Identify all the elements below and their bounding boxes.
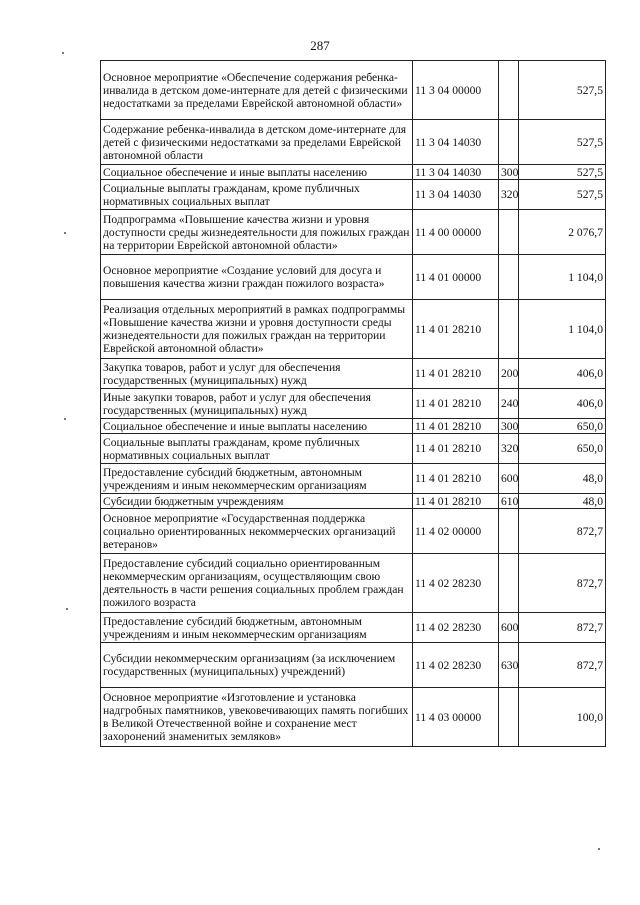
row-name: Основное мероприятие «Обеспечение содержания ребенка-инвалида в детском доме-интернате для детей с физическими недостатками за пределами Еврейской автономной области» xyxy=(101,61,413,120)
row-code: 11 4 02 28230 xyxy=(413,643,499,688)
row-name: Иные закупки товаров, работ и услуг для обеспечения государственных (муниципальных) нужд xyxy=(101,389,413,419)
table-row xyxy=(101,165,606,180)
row-expense-type: 240 xyxy=(499,389,519,419)
row-sum: 1 104,0 xyxy=(519,255,606,300)
row-expense-type xyxy=(499,120,519,165)
row-code: 11 4 01 28210 xyxy=(413,389,499,419)
budget-table-body xyxy=(101,61,606,747)
row-code: 11 4 02 28230 xyxy=(413,554,499,613)
row-name: Основное мероприятие «Государственная поддержка социально ориентированных некоммерческих организаций ветеранов» xyxy=(101,509,413,554)
row-sum: 527,5 xyxy=(519,180,606,210)
table-row xyxy=(101,61,606,120)
row-sum: 406,0 xyxy=(519,389,606,419)
row-name: Подпрограмма «Повышение качества жизни и уровня доступности среды жизнедеятельности для пожилых граждан на территории Еврейской автономной области» xyxy=(101,210,413,255)
scan-speck xyxy=(66,608,68,610)
row-name: Социальное обеспечение и иные выплаты населению xyxy=(101,165,413,180)
budget-table xyxy=(100,60,606,747)
row-sum: 48,0 xyxy=(519,464,606,494)
table-row xyxy=(101,554,606,613)
scan-speck xyxy=(62,52,64,54)
table-row xyxy=(101,688,606,747)
row-code: 11 4 02 00000 xyxy=(413,509,499,554)
row-code: 11 4 01 28210 xyxy=(413,419,499,434)
table-row xyxy=(101,389,606,419)
row-code: 11 3 04 14030 xyxy=(413,165,499,180)
table-row xyxy=(101,120,606,165)
row-name: Социальные выплаты гражданам, кроме публичных нормативных социальных выплат xyxy=(101,180,413,210)
row-expense-type xyxy=(499,255,519,300)
row-code: 11 4 01 28210 xyxy=(413,494,499,509)
row-expense-type xyxy=(499,554,519,613)
row-expense-type: 320 xyxy=(499,180,519,210)
row-sum: 872,7 xyxy=(519,509,606,554)
table-row xyxy=(101,180,606,210)
row-expense-type xyxy=(499,688,519,747)
row-expense-type: 300 xyxy=(499,165,519,180)
row-expense-type: 320 xyxy=(499,434,519,464)
table-row xyxy=(101,464,606,494)
row-sum: 2 076,7 xyxy=(519,210,606,255)
row-expense-type: 600 xyxy=(499,613,519,643)
table-row xyxy=(101,255,606,300)
row-sum: 527,5 xyxy=(519,120,606,165)
row-code: 11 3 04 14030 xyxy=(413,120,499,165)
row-name: Социальное обеспечение и иные выплаты населению xyxy=(101,419,413,434)
row-code: 11 4 03 00000 xyxy=(413,688,499,747)
table-row xyxy=(101,494,606,509)
row-expense-type: 600 xyxy=(499,464,519,494)
table-row xyxy=(101,509,606,554)
row-sum: 100,0 xyxy=(519,688,606,747)
row-name: Закупка товаров, работ и услуг для обеспечения государственных (муниципальных) нужд xyxy=(101,359,413,389)
row-sum: 527,5 xyxy=(519,61,606,120)
row-name: Основное мероприятие «Изготовление и установка надгробных памятников, увековечивающих память погибших в Великой Отечественной войне и сохранение мест захоронений знаменитых земляков» xyxy=(101,688,413,747)
row-sum: 872,7 xyxy=(519,554,606,613)
row-code: 11 4 01 28210 xyxy=(413,434,499,464)
row-expense-type: 630 xyxy=(499,643,519,688)
row-expense-type xyxy=(499,61,519,120)
row-sum: 650,0 xyxy=(519,419,606,434)
table-row xyxy=(101,300,606,359)
row-expense-type: 610 xyxy=(499,494,519,509)
table-row xyxy=(101,643,606,688)
row-code: 11 4 00 00000 xyxy=(413,210,499,255)
table-row xyxy=(101,419,606,434)
row-name: Предоставление субсидий социально ориентированным некоммерческим организациям, осуществляющим свою деятельность в части решения социальных проблем граждан пожилого возраста xyxy=(101,554,413,613)
row-sum: 650,0 xyxy=(519,434,606,464)
row-name: Субсидии бюджетным учреждениям xyxy=(101,494,413,509)
row-code: 11 4 02 28230 xyxy=(413,613,499,643)
row-name: Социальные выплаты гражданам, кроме публичных нормативных социальных выплат xyxy=(101,434,413,464)
row-code: 11 4 01 28210 xyxy=(413,359,499,389)
row-sum: 527,5 xyxy=(519,165,606,180)
row-name: Предоставление субсидий бюджетным, автономным учреждениям и иным некоммерческим организациям xyxy=(101,464,413,494)
table-row xyxy=(101,359,606,389)
row-code: 11 3 04 00000 xyxy=(413,61,499,120)
row-code: 11 3 04 14030 xyxy=(413,180,499,210)
row-code: 11 4 01 00000 xyxy=(413,255,499,300)
row-sum: 872,7 xyxy=(519,643,606,688)
row-sum: 48,0 xyxy=(519,494,606,509)
scan-speck xyxy=(64,232,66,234)
row-name: Содержание ребенка-инвалида в детском доме-интернате для детей с физическими недостатками за пределами Еврейской автономной области xyxy=(101,120,413,165)
row-sum: 1 104,0 xyxy=(519,300,606,359)
row-name: Реализация отдельных мероприятий в рамках подпрограммы «Повышение качества жизни и уровня доступности среды жизнедеятельности для пожилых граждан на территории Еврейской автономной области» xyxy=(101,300,413,359)
row-name: Основное мероприятие «Создание условий для досуга и повышения качества жизни граждан пожилого возраста» xyxy=(101,255,413,300)
table-row xyxy=(101,434,606,464)
row-expense-type: 300 xyxy=(499,419,519,434)
row-name: Предоставление субсидий бюджетным, автономным учреждениям и иным некоммерческим организациям xyxy=(101,613,413,643)
row-code: 11 4 01 28210 xyxy=(413,464,499,494)
row-expense-type xyxy=(499,509,519,554)
row-name: Субсидии некоммерческим организациям (за исключением государственных (муниципальных) учреждений) xyxy=(101,643,413,688)
table-row xyxy=(101,613,606,643)
scan-speck xyxy=(598,848,600,850)
scan-speck xyxy=(64,418,66,420)
row-expense-type: 200 xyxy=(499,359,519,389)
row-code: 11 4 01 28210 xyxy=(413,300,499,359)
page-number: 287 xyxy=(310,38,330,53)
row-expense-type xyxy=(499,210,519,255)
row-expense-type xyxy=(499,300,519,359)
row-sum: 406,0 xyxy=(519,359,606,389)
row-sum: 872,7 xyxy=(519,613,606,643)
table-row xyxy=(101,210,606,255)
